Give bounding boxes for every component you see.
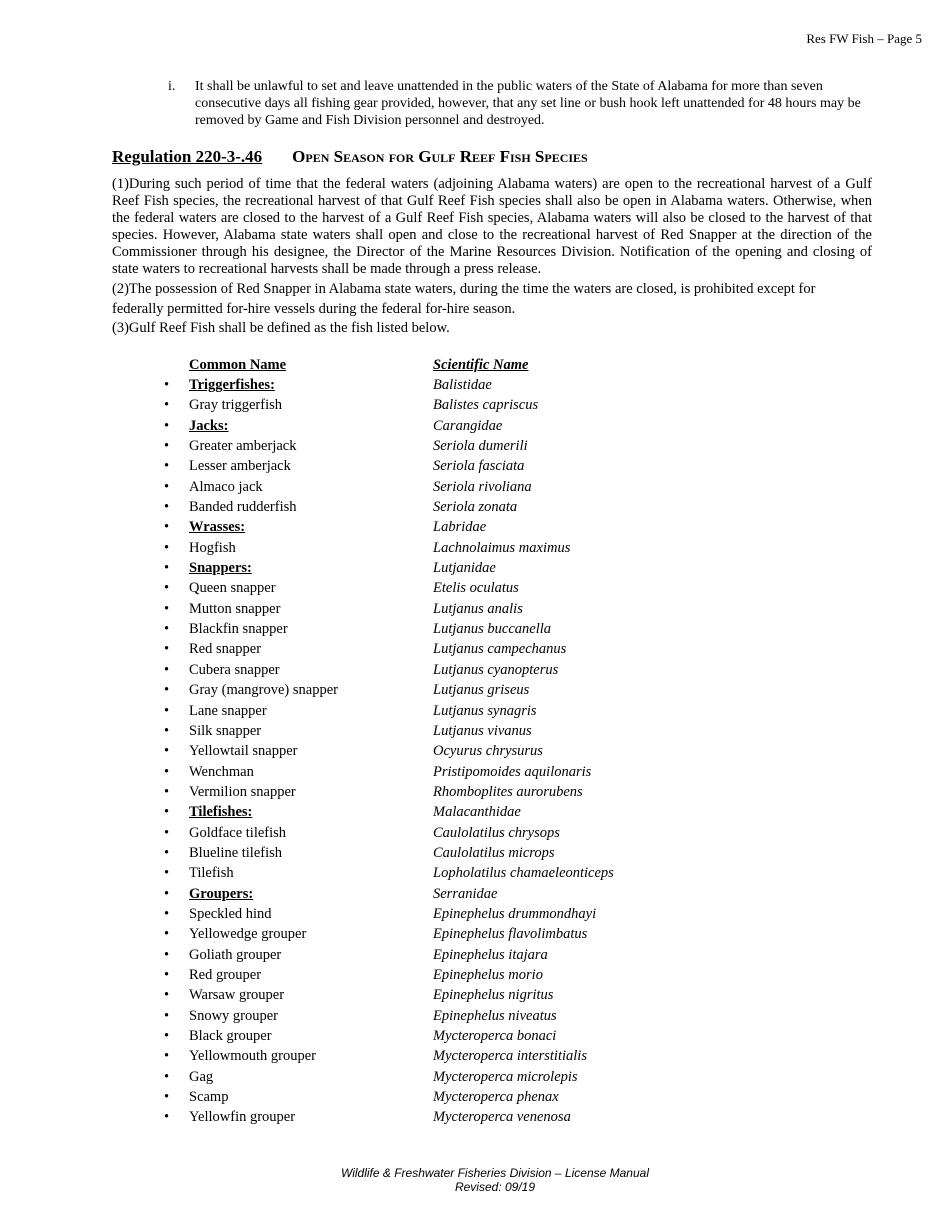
common-name-cell: Yellowmouth grouper xyxy=(189,1048,317,1065)
common-name-cell: Lesser amberjack xyxy=(189,458,291,475)
common-name-cell: Queen snapper xyxy=(189,580,276,597)
scientific-name-cell: Lutjanus cyanopterus xyxy=(433,661,559,678)
paragraph-2: (2)The possession of Red Snapper in Alabama state waters, during the time the waters are closed, is prohibited except for federally permitted for-hire vessels during the federal for-hire season. xyxy=(112,281,816,317)
bullet-icon: • xyxy=(164,905,170,922)
scientific-name-cell: Epinephelus drummondhayi xyxy=(433,905,597,922)
bullet-icon: • xyxy=(164,661,170,678)
scientific-name-cell: Malacanthidae xyxy=(433,804,521,821)
common-name-cell: Tilefish xyxy=(189,865,234,882)
bullet-icon: • xyxy=(164,865,170,882)
scientific-name-cell: Lutjanus griseus xyxy=(433,682,530,699)
scientific-name-cell: Caulolatilus microps xyxy=(433,844,555,861)
scientific-name-cell: Epinephelus niveatus xyxy=(433,1007,557,1024)
bullet-icon: • xyxy=(164,1068,170,1085)
scientific-name-cell: Etelis oculatus xyxy=(433,580,519,597)
bullet-icon: • xyxy=(164,682,170,699)
scientific-name-cell: Lopholatilus chamaeleonticeps xyxy=(433,865,614,882)
common-name-cell: Red grouper xyxy=(189,966,262,983)
common-name-cell: Lane snapper xyxy=(189,702,267,719)
scientific-name-cell: Lutjanus buccanella xyxy=(433,621,552,638)
list-item-i xyxy=(168,78,868,129)
common-name-cell: Silk snapper xyxy=(189,722,262,739)
common-name-cell: Banded rudderfish xyxy=(189,499,297,516)
common-name-cell: Yellowfin grouper xyxy=(189,1109,296,1126)
scientific-name-cell: Lachnolaimus maximus xyxy=(433,539,571,556)
common-name-cell: Mutton snapper xyxy=(189,600,281,617)
bullet-icon: • xyxy=(164,458,170,475)
common-name-cell: Blueline tilefish xyxy=(189,844,283,861)
scientific-name-cell: Seriola dumerili xyxy=(433,438,528,455)
bullet-icon: • xyxy=(164,560,170,577)
bullet-icon: • xyxy=(164,1109,170,1126)
scientific-name-cell: Lutjanidae xyxy=(433,560,496,577)
common-name-cell: Speckled hind xyxy=(189,905,272,922)
scientific-name-cell: Epinephelus nigritus xyxy=(433,987,554,1004)
scientific-name-cell: Caulolatilus chrysops xyxy=(433,824,560,841)
bullet-icon: • xyxy=(164,377,170,393)
bullet-icon: • xyxy=(164,966,170,983)
bullet-icon: • xyxy=(164,926,170,943)
common-name-cell: Wenchman xyxy=(189,763,254,780)
bullet-icon: • xyxy=(164,478,170,495)
common-name-cell: Hogfish xyxy=(189,539,236,556)
scientific-name-cell: Epinephelus morio xyxy=(433,966,543,983)
bullet-icon: • xyxy=(164,621,170,638)
common-name-cell: Yellowedge grouper xyxy=(189,926,307,943)
common-name-cell: Blackfin snapper xyxy=(189,621,288,638)
list-marker: i. xyxy=(168,79,176,94)
bullet-icon: • xyxy=(164,519,170,536)
bullet-icon: • xyxy=(164,397,170,414)
scientific-name-cell: Balistes capriscus xyxy=(433,397,539,414)
common-name-cell: Jacks: xyxy=(189,417,229,434)
scientific-name-cell: Epinephelus flavolimbatus xyxy=(433,926,588,943)
scientific-name-cell: Mycteroperca interstitialis xyxy=(433,1048,587,1065)
scientific-name-cell: Seriola zonata xyxy=(433,499,518,516)
common-name-cell: Tilefishes: xyxy=(189,804,253,821)
common-name-cell: Red snapper xyxy=(189,641,262,658)
common-name-cell: Almaco jack xyxy=(189,478,263,495)
common-name-cell: Gag xyxy=(189,1068,214,1085)
bullet-icon: • xyxy=(164,499,170,516)
common-name-cell: Gray (mangrove) snapper xyxy=(189,682,338,699)
common-name-cell: Snowy grouper xyxy=(189,1007,279,1024)
common-name-cell: Cubera snapper xyxy=(189,661,280,678)
bullet-icon: • xyxy=(164,438,170,455)
scientific-name-cell: Pristipomoides aquilonaris xyxy=(433,763,592,780)
scientific-name-cell: Labridae xyxy=(433,519,487,536)
bullet-icon: • xyxy=(164,844,170,861)
bullet-icon: • xyxy=(164,1089,170,1106)
bullet-icon: • xyxy=(164,1048,170,1065)
common-name-cell: Groupers: xyxy=(189,885,254,902)
bullet-icon: • xyxy=(164,1028,170,1044)
common-name-cell: Black grouper xyxy=(189,1028,272,1044)
regulation-number: Regulation 220-3-.46 xyxy=(112,147,263,166)
bullet-icon: • xyxy=(164,702,170,719)
footer-division: Wildlife & Freshwater Fisheries Division – License Manual xyxy=(340,1166,649,1180)
scientific-name-cell: Lutjanus synagris xyxy=(433,702,537,719)
common-name-cell: Snappers: xyxy=(189,560,252,577)
bullet-icon: • xyxy=(164,804,170,821)
common-name-cell: Greater amberjack xyxy=(189,438,297,455)
scientific-name-cell: Rhomboplites aurorubens xyxy=(433,783,583,800)
bullet-icon: • xyxy=(164,946,170,963)
scientific-name-cell: Mycteroperca phenax xyxy=(433,1089,559,1106)
scientific-name-cell: Serranidae xyxy=(433,885,498,902)
regulation-title: Open Season for Gulf Reef Fish Species xyxy=(292,147,588,166)
scientific-name-cell: Epinephelus itajara xyxy=(433,946,548,963)
bullet-icon: • xyxy=(164,987,170,1004)
common-name-cell: Goldface tilefish xyxy=(189,824,287,841)
common-name-header: Common Name xyxy=(189,357,287,373)
bullet-icon: • xyxy=(164,763,170,780)
common-name-cell: Vermilion snapper xyxy=(189,783,296,800)
list-item-text: It shall be unlawful to set and leave unattended in the public waters of the State of Alabama for more than seven consecutive days all fishing gear provided, however, that any set line or bush hook left unattended for 48 hours may be removed by Game and Fish Division personnel and destroyed. xyxy=(195,79,861,128)
scientific-name-cell: Seriola rivoliana xyxy=(433,478,532,495)
common-name-cell: Yellowtail snapper xyxy=(189,743,298,760)
scientific-name-cell: Balistidae xyxy=(433,377,492,393)
bullet-icon: • xyxy=(164,1007,170,1024)
scientific-name-cell: Lutjanus vivanus xyxy=(433,722,532,739)
common-name-cell: Wrasses: xyxy=(189,519,246,536)
common-name-cell: Warsaw grouper xyxy=(189,987,285,1004)
scientific-name-cell: Seriola fasciata xyxy=(433,458,525,475)
common-name-cell: Triggerfishes: xyxy=(189,377,275,393)
scientific-name-cell: Carangidae xyxy=(433,417,503,434)
paragraph-1: (1)During such period of time that the federal waters (adjoining Alabama waters) are open to the recreational harvest of a Gulf Reef Fish species, the recreational harvest of that Gulf Reef Fish species shall also be open in Alabama waters. Otherwise, when the federal waters are closed to the harvest of a Gulf Reef Fish species, Alabama waters will also be closed to the harvest of that species. However, Alabama state waters shall open and close to the recreational harvest of Red Snapper at the direction of the Commissioner through his designee, the Director of the Marine Resources Division. Notification of the opening and closing of state waters to recreational harvests shall be made through a press release. xyxy=(112,176,872,277)
scientific-name-cell: Lutjanus analis xyxy=(433,600,523,617)
bullet-icon: • xyxy=(164,417,170,434)
scientific-name-cell: Lutjanus campechanus xyxy=(433,641,567,658)
bullet-icon: • xyxy=(164,580,170,597)
scientific-name-cell: Mycteroperca microlepis xyxy=(433,1068,578,1085)
page-header: Res FW Fish – Page 5 xyxy=(806,31,922,46)
scientific-name-cell: Ocyurus chrysurus xyxy=(433,743,543,760)
scientific-name-cell: Mycteroperca bonaci xyxy=(433,1028,557,1044)
paragraph-3: (3)Gulf Reef Fish shall be defined as the fish listed below. xyxy=(112,320,450,336)
common-name-cell: Goliath grouper xyxy=(189,946,282,963)
bullet-icon: • xyxy=(164,885,170,902)
bullet-icon: • xyxy=(164,641,170,658)
bullet-icon: • xyxy=(164,539,170,556)
footer-revised: Revised: 09/19 xyxy=(454,1180,536,1194)
common-name-cell: Gray triggerfish xyxy=(189,397,283,414)
regulation-heading xyxy=(112,147,588,167)
bullet-icon: • xyxy=(164,722,170,739)
scientific-name-cell: Mycteroperca venenosa xyxy=(433,1109,571,1126)
common-name-cell: Scamp xyxy=(189,1089,229,1106)
bullet-icon: • xyxy=(164,824,170,841)
bullet-icon: • xyxy=(164,600,170,617)
bullet-icon: • xyxy=(164,743,170,760)
scientific-name-header: Scientific Name xyxy=(433,357,529,373)
bullet-icon: • xyxy=(164,783,170,800)
page-footer xyxy=(0,1166,950,1194)
